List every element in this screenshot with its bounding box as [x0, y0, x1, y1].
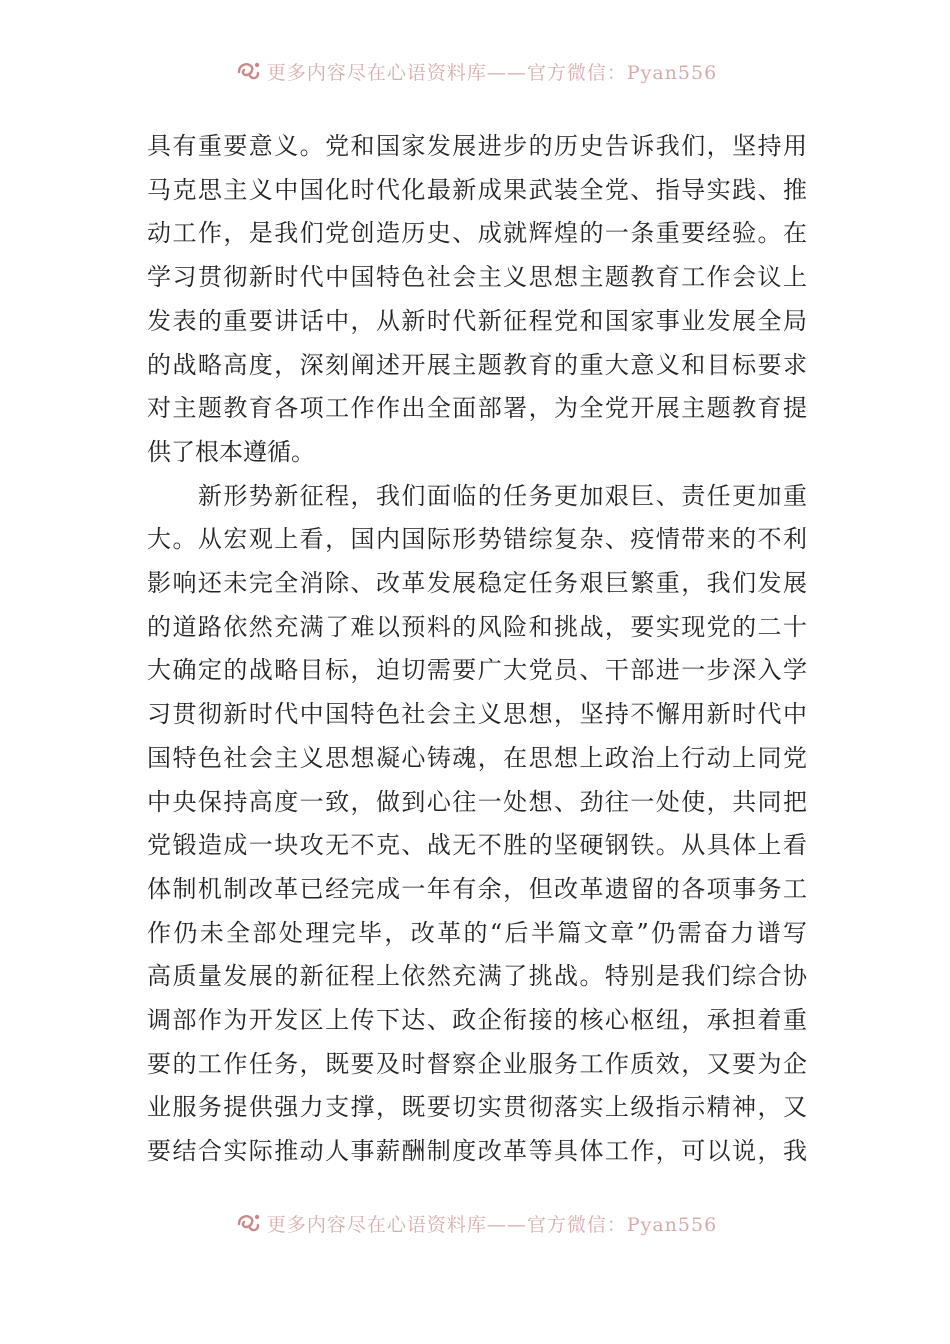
- watermark-logo-icon: [233, 56, 263, 86]
- text-line: 动工作，是我们党创造历史、成就辉煌的一条重要经验。在: [147, 219, 807, 248]
- text-line: 作仍未全部处理完毕，改革的“后半篇文章”仍需奋力谱写: [147, 918, 807, 947]
- text-line: 具有重要意义。党和国家发展进步的历史告诉我们，坚持用: [147, 132, 807, 160]
- paragraph-1: [147, 125, 807, 475]
- text-line: 高质量发展的新征程上依然充满了挑战。特别是我们综合协: [147, 962, 807, 991]
- text-line: 影响还未完全消除、改革发展稳定任务艰巨繁重，我们发展: [147, 569, 807, 598]
- text-line: 习贯彻新时代中国特色社会主义思想，坚持不懈用新时代中: [147, 700, 807, 729]
- text-line: 体制机制改革已经完成一年有余，但改革遗留的各项事务工: [147, 874, 807, 903]
- text-line: 要的工作任务，既要及时督察企业服务工作质效，又要为企: [147, 1049, 807, 1078]
- text-line: 大确定的战略目标，迫切需要广大党员、干部进一步深入学: [147, 656, 807, 685]
- text-line: 调部作为开发区上传下达、政企衔接的核心枢纽，承担着重: [147, 1006, 807, 1035]
- text-line: 新形势新征程，我们面临的任务更加艰巨、责任更加重: [147, 481, 807, 510]
- watermark-logo-icon: [233, 1208, 263, 1238]
- text-line: 党锻造成一块攻无不克、战无不胜的坚硬钢铁。从具体上看: [147, 831, 807, 860]
- text-line: 中央保持高度一致，做到心往一处想、劲往一处使，共同把: [147, 787, 807, 816]
- text-line: 要结合实际推动人事薪酬制度改革等具体工作，可以说，我: [147, 1137, 807, 1166]
- text-line: 的道路依然充满了难以预料的风险和挑战，要实现党的二十: [147, 612, 807, 641]
- text-line: 业服务提供强力支撑，既要切实贯彻落实上级指示精神，又: [147, 1093, 807, 1122]
- watermark-text: 更多内容尽在心语资料库——官方微信：Pyan556: [266, 61, 718, 84]
- watermark-footer: [0, 1206, 950, 1240]
- watermark-header: [0, 54, 950, 88]
- document-body: [147, 125, 807, 1174]
- text-line: 的战略高度，深刻阐述开展主题教育的重大意义和目标要求: [147, 350, 807, 379]
- text-line: 大。从宏观上看，国内国际形势错综复杂、疫情带来的不利: [147, 525, 807, 554]
- text-line: 马克思主义中国化时代化最新成果武装全党、指导实践、推: [147, 175, 807, 204]
- text-line: 发表的重要讲话中，从新时代新征程党和国家事业发展全局: [147, 306, 807, 335]
- watermark-text: 更多内容尽在心语资料库——官方微信：Pyan556: [266, 1213, 718, 1236]
- paragraph-2: [147, 475, 807, 1174]
- text-line: 供了根本遵循。: [147, 437, 315, 466]
- text-line: 学习贯彻新时代中国特色社会主义思想主题教育工作会议上: [147, 263, 807, 292]
- text-line: 国特色社会主义思想凝心铸魂，在思想上政治上行动上同党: [147, 743, 807, 772]
- text-line: 对主题教育各项工作作出全面部署，为全党开展主题教育提: [147, 394, 807, 423]
